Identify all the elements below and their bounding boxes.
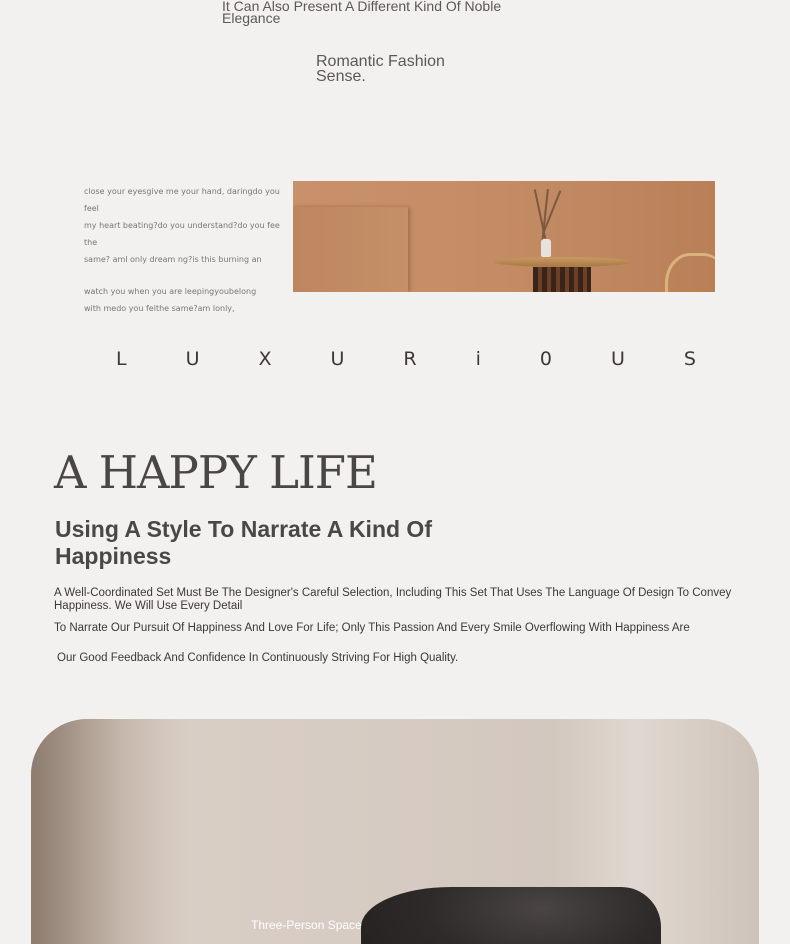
wordmark-letter: U [185, 348, 200, 370]
tagline-noble-elegance: It Can Also Present A Different Kind Of Noble Elegance [222, 0, 502, 26]
section-body-paragraph: A Well-Coordinated Set Must Be The Designer's Careful Selection, Including This Set That Uses The Language Of Design To Convey Happiness. We Will Use Every Detail [54, 587, 732, 612]
curtain-shadow [31, 719, 161, 944]
side-table-base [533, 267, 591, 292]
wordmark-letter: U [330, 348, 345, 370]
poem-line: with medo you felthe same?am lonly, [84, 304, 235, 313]
sofa [361, 887, 661, 944]
chair-frame [665, 253, 715, 292]
section-subhead: Using A Style To Narrate A Kind Of Happiness [55, 516, 432, 569]
section-headline: A HAPPY LIFE [54, 446, 377, 499]
side-table-top [494, 257, 632, 267]
wordmark-letter: X [258, 348, 272, 370]
luxurious-wordmark [116, 348, 696, 372]
wordmark-letter: U [610, 348, 625, 370]
poem-text [84, 183, 284, 317]
wall-panel [293, 207, 408, 292]
wordmark-letter: S [683, 348, 696, 370]
sofa-photo [31, 719, 759, 944]
vase [541, 239, 551, 257]
wordmark-letter: L [116, 348, 127, 370]
room-photo [293, 181, 715, 292]
wordmark-letter: i [475, 348, 481, 370]
poem-line: my heart beating?do you understand?do you fee the [84, 221, 280, 247]
wordmark-letter: R [403, 348, 417, 370]
section-body-paragraph: Our Good Feedback And Confidence In Continuously Striving For High Quality. [57, 652, 459, 664]
wordmark-letter: 0 [539, 348, 552, 370]
tagline-romantic-fashion: Romantic Fashion Sense. [316, 53, 445, 85]
poem-line: close your eyesgive me your hand, daringdo you feel [84, 187, 280, 213]
section-body-paragraph: To Narrate Our Pursuit Of Happiness And Love For Life; Only This Passion And Every Smile Overflowing With Happiness Are [54, 622, 690, 634]
poem-line: same? aml only dream ng?is this burning an [84, 255, 262, 264]
poem-line: watch you when you are leepingyoubelong [84, 287, 257, 296]
sofa-caption: Three-Person Space [251, 918, 362, 932]
